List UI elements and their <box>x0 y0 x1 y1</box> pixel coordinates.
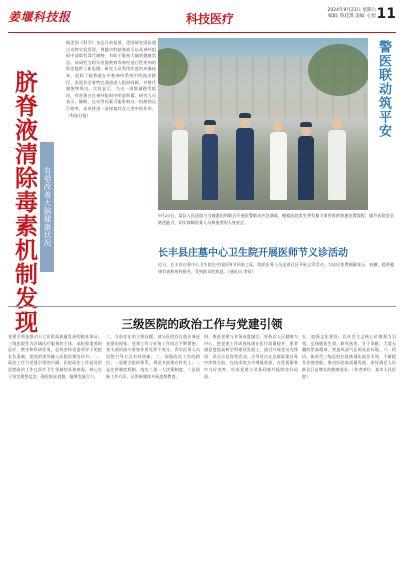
photo-police-cap <box>300 122 312 127</box>
masthead <box>8 6 396 32</box>
issue-editor: 编辑: 陈佳琪 美编: 心怡 <box>328 14 376 19</box>
article1-subheadline: 有望改善大脑健康状况 <box>40 142 54 272</box>
article3-headline: 三级医院的政治工作与党建引领 <box>121 317 283 331</box>
photo-headline: 警医联动筑平安 <box>376 40 391 138</box>
photo-caption: 9月20日，某县人民医院与当地派出所联合开展医警联动应急演练，模拟医院发生突发暴力事件时的快速处置流程，提升医院安全防范能力，切实保障医务人员和患者的人身安全。 <box>158 213 394 225</box>
section-divider <box>8 306 396 307</box>
photo-person <box>328 130 346 200</box>
photo-person <box>298 136 314 200</box>
photo-person <box>270 132 287 200</box>
article1-body: 据美国《科学》杂志日前报道，美国研究团队通过动物实验发现，脊髓中的脑脊液可以从神经组织中清除有毒代谢物，有助于维持大脑的健康状态。该研究为阿尔茨海默病等神经退行性疾病的防治提供了新思路。研究人员利用先进的成像技术，追踪了脑脊液在中枢神经系统中的流动路径，发现其沿着特定通道进入组织间隙，并将代谢废物带出。实验显示，当这一清除通路受阻时，有害蛋白在神经组织中明显积累。研究人员表示，睡眠、运动等因素可能影响这一机制的运行效率，未来将进一步探索其在人类中的作用。（科技日报） <box>66 40 156 118</box>
article2-body: 近日，长丰县庄墓中心卫生院在中国医师节到来之际，组织医务人员走进社区开展义诊活动，为居民免费测量血压、血糖，提供健康咨询和用药指导，受到群众的欢迎。（通讯员 李家） <box>158 262 394 274</box>
article3-column-3: 四、推进党建与业务深度融合。坚持以人民健康为中心，把党建工作成效体现在医疗质量提升、患者满意度提高和学科建设发展上。通过开展党员先锋岗、党员示范岗等活动，引导党员在急难险重任务中冲锋在前，在技术攻关中勇挑重担，在优质服务中当好表率，形成党建与业务同频共振的良好局面。 <box>204 334 298 379</box>
article3-column-4: 五、加强文化建设。以社会主义核心价值观为引领，弘扬敬佑生命、救死扶伤、甘于奉献、大爱无疆的崇高精神，营造风清气正的从业环境。六、结语。新时代三级医院应持续强化政治引领，不断提升治理效能，推动医院高质量发展，更好满足人民群众日益增长的健康需求。（作者单位：某市人民医院） <box>302 334 396 379</box>
news-photo <box>158 38 368 210</box>
photo-person-head <box>332 118 342 130</box>
article3-column-2: 二、当前存在的主要问题。部分医院存在重业务轻党建的现象，党建工作与业务工作结合不够紧密，党支部的战斗堡垒作用发挥不充分，青年医务人员思想引导方式有待创新。三、加强政治工作的路径。一是健全组织体系，将党支部建在科室上；二是完善制度机制，落实三重一大决策制度；三是创新工作方法，运用新媒体开展思想教育。 <box>106 334 200 379</box>
newspaper-logo: 姜堰科技报 <box>8 10 71 24</box>
article1-headline: 脐脊液清除毒素机制发现 <box>11 70 38 334</box>
article2-headline: 长丰县庄墓中心卫生院开展医师节义诊活动 <box>158 248 348 259</box>
photo-person-head <box>273 121 283 132</box>
photo-person-head <box>175 119 185 130</box>
photo-police-cap <box>239 113 251 118</box>
photo-person <box>236 128 254 200</box>
photo-tree <box>308 44 368 96</box>
section-title: 科技医疗 <box>186 12 235 26</box>
issue-date: 2024年9月21日 星期六 <box>327 8 376 13</box>
photo-police-cap <box>204 120 216 125</box>
masthead-rule <box>8 32 396 33</box>
page-number: 11 <box>376 6 396 22</box>
issue-info <box>328 8 376 20</box>
photo-person <box>202 134 218 200</box>
article3-column-1: 党建引领是推动公立医院高质量发展的根本保证。三级医院作为区域医疗服务的主体，承担着重要的医疗、教学和科研任务，必须坚持党委领导下的院长负责制，把党的领导融入医院治理各环节。一、政治工作与党建引领的内涵。医院政治工作是党的思想政治工作在医疗卫生领域的具体体现，核心在于坚定理想信念，强化职业道德，凝聚发展合力。 <box>8 334 102 379</box>
photo-person <box>172 130 188 200</box>
